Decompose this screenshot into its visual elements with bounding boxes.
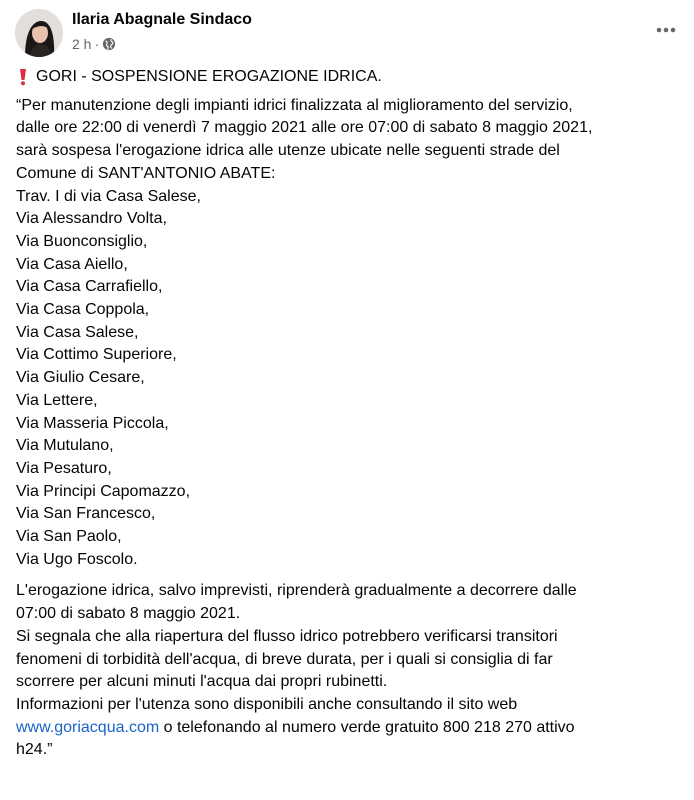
- street-item: Via Giulio Cesare,: [16, 369, 145, 387]
- street-item: Via Casa Salese,: [16, 323, 139, 341]
- post-timestamp[interactable]: 2 h: [72, 36, 92, 52]
- post-body: [16, 66, 676, 762]
- street-item: Via Pesaturo,: [16, 459, 112, 477]
- resume-line: L'erogazione idrica, salvo imprevisti, riprenderà gradualmente a decorrere dalle: [16, 582, 577, 600]
- globe-icon[interactable]: [102, 37, 116, 51]
- street-item: Via San Francesco,: [16, 505, 156, 523]
- info-line: h24.”: [16, 741, 53, 759]
- website-link[interactable]: www.goriacqua.com: [16, 718, 160, 736]
- intro-line: “Per manutenzione degli impianti idrici finalizzata al miglioramento del servizio,: [16, 96, 573, 114]
- author-avatar[interactable]: [15, 9, 63, 57]
- intro-line: sarà sospesa l'erogazione idrica alle utenze ubicate nelle seguenti strade del: [16, 142, 560, 160]
- warning-paragraph: [16, 626, 676, 694]
- warning-line: Si segnala che alla riapertura del flusso idrico potrebbero verificarsi transitori: [16, 627, 558, 645]
- street-item: Via Alessandro Volta,: [16, 210, 167, 228]
- meta-separator: ·: [94, 36, 100, 52]
- avatar-photo-icon: [15, 9, 63, 57]
- street-item: Via Principi Capomazzo,: [16, 482, 191, 500]
- post-header: [15, 8, 682, 58]
- warning-line: fenomeni di torbidità dell'acqua, di breve durata, per i quali si consiglia di far: [16, 650, 553, 668]
- resume-line: 07:00 di sabato 8 maggio 2021.: [16, 605, 241, 623]
- street-list: [16, 186, 676, 572]
- street-item: Via Mutulano,: [16, 437, 114, 455]
- post-title: GORI - SOSPENSIONE EROGAZIONE IDRICA.: [36, 68, 382, 85]
- info-paragraph: [16, 694, 676, 762]
- intro-line: dalle ore 22:00 di venerdì 7 maggio 2021 alle ore 07:00 di sabato 8 maggio 2021,: [16, 119, 593, 137]
- more-horizontal-icon: [656, 27, 676, 33]
- street-item: Via Ugo Foscolo.: [16, 550, 138, 568]
- author-name[interactable]: Ilaria Abagnale Sindaco: [72, 11, 252, 28]
- info-line: Informazioni per l'utenza sono disponibili anche consultando il sito web: [16, 695, 518, 713]
- street-item: Via Casa Aiello,: [16, 255, 128, 273]
- street-item: Via Casa Carrafiello,: [16, 278, 163, 296]
- street-item: Via Buonconsiglio,: [16, 232, 148, 250]
- exclamation-icon: [16, 68, 30, 86]
- intro-line: Comune di SANT'ANTONIO ABATE:: [16, 164, 276, 182]
- info-line: o telefonando al numero verde gratuito 800 218 270 attivo: [159, 718, 575, 736]
- street-item: Via San Paolo,: [16, 528, 122, 546]
- post-title-line: [16, 66, 676, 89]
- street-item: Trav. I di via Casa Salese,: [16, 187, 201, 205]
- warning-line: scorrere per alcuni minuti l'acqua dai propri rubinetti.: [16, 673, 388, 691]
- street-item: Via Cottimo Superiore,: [16, 346, 177, 364]
- street-item: Via Casa Coppola,: [16, 301, 150, 319]
- street-item: Via Lettere,: [16, 391, 98, 409]
- street-item: Via Masseria Piccola,: [16, 414, 169, 432]
- more-options-button[interactable]: [652, 20, 680, 40]
- intro-paragraph: [16, 95, 676, 186]
- post-meta: [72, 36, 116, 52]
- resume-paragraph: [16, 580, 676, 625]
